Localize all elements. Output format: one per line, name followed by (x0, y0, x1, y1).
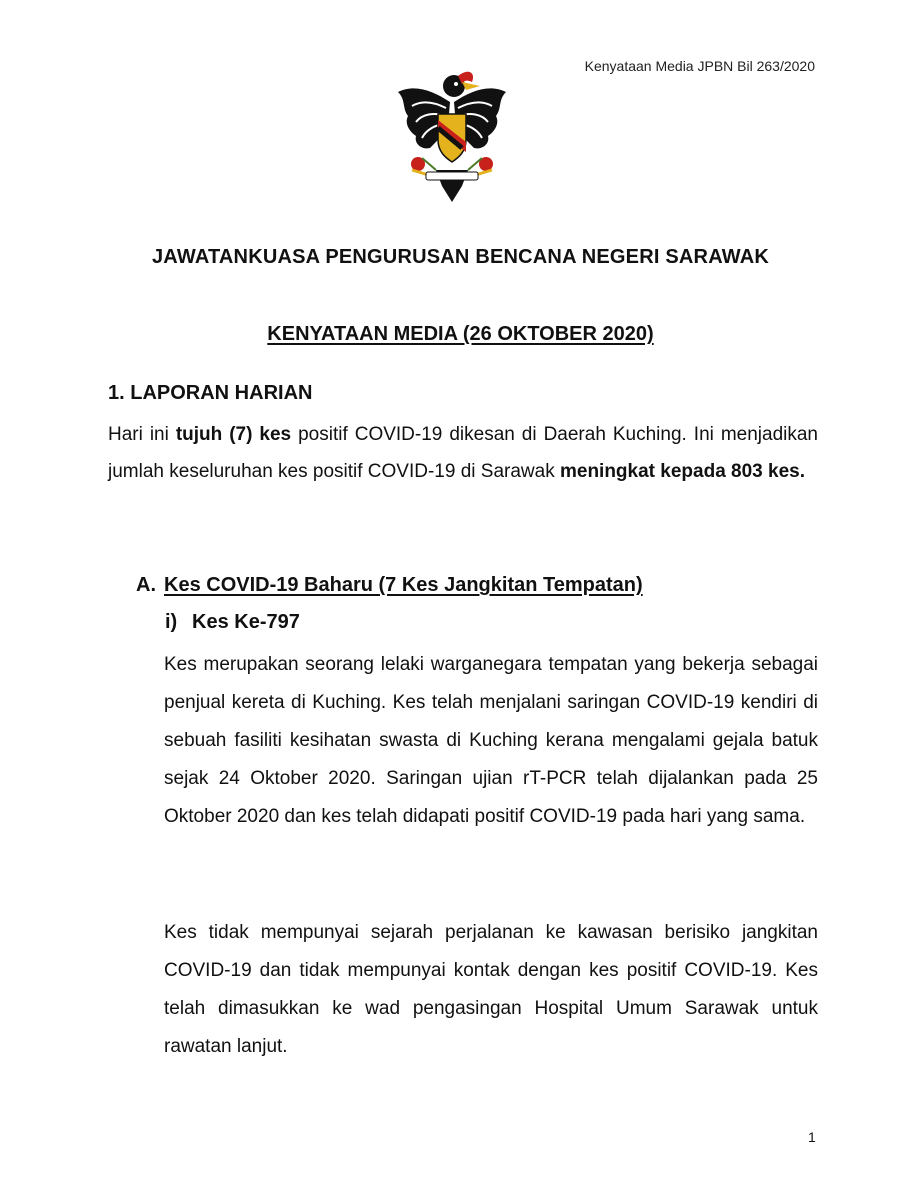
section-a-title: Kes COVID-19 Baharu (7 Kes Jangkitan Tempatan) (164, 574, 643, 596)
page-number: 1 (808, 1129, 816, 1145)
sarawak-crest-icon (392, 62, 512, 210)
section-a-label: A. (136, 574, 156, 596)
case-description-paragraph: Kes merupakan seorang lelaki warganegara tempatan yang bekerja sebagai penjual kereta di Kuching. Kes telah menjalani saringan COVID-19 kendiri di sebuah fasiliti kesihatan swasta di Kuching kerana mengalami gejala batuk sejak 24 Oktober 2020. Saringan ujian rT-PCR telah dijalankan pada 25 Oktober 2020 dan kes telah didapati positif COVID-19 pada hari yang sama. (164, 654, 818, 827)
case-status-paragraph: Kes tidak mempunyai sejarah perjalanan ke kawasan berisiko jangkitan COVID-19 dan tidak mempunyai kontak dengan kes positif COVID-19. Kes telah dimasukkan ke wad pengasingan Hospital Umum Sarawak untuk rawatan lanjut. (164, 922, 818, 1057)
media-statement-title-text: KENYATAAN MEDIA (26 OKTOBER 2020) (267, 323, 654, 345)
case-title: Kes Ke-797 (192, 611, 300, 633)
media-statement-title (0, 323, 921, 346)
daily-report-total: meningkat kepada 803 kes. (559, 461, 805, 482)
section-heading-new-cases (136, 574, 643, 597)
organization-title: JAWATANKUASA PENGURUSAN BENCANA NEGERI SARAWAK (151, 246, 769, 268)
daily-report-text-c: positif COVID-19 dikesan di Daerah Kuching. Ini menjadikan jumlah keseluruhan kes positif COVID-19 di Sarawak (108, 424, 819, 482)
daily-report-paragraph (108, 416, 818, 490)
daily-report-text-a: Hari ini (108, 424, 176, 445)
case-label: i) (165, 611, 178, 633)
media-reference: Kenyataan Media JPBN Bil 263/2020 (584, 58, 815, 74)
daily-report-case-count: tujuh (7) kes (175, 424, 292, 445)
section-heading-daily-report: 1. LAPORAN HARIAN (108, 382, 313, 404)
case-heading (165, 611, 300, 634)
